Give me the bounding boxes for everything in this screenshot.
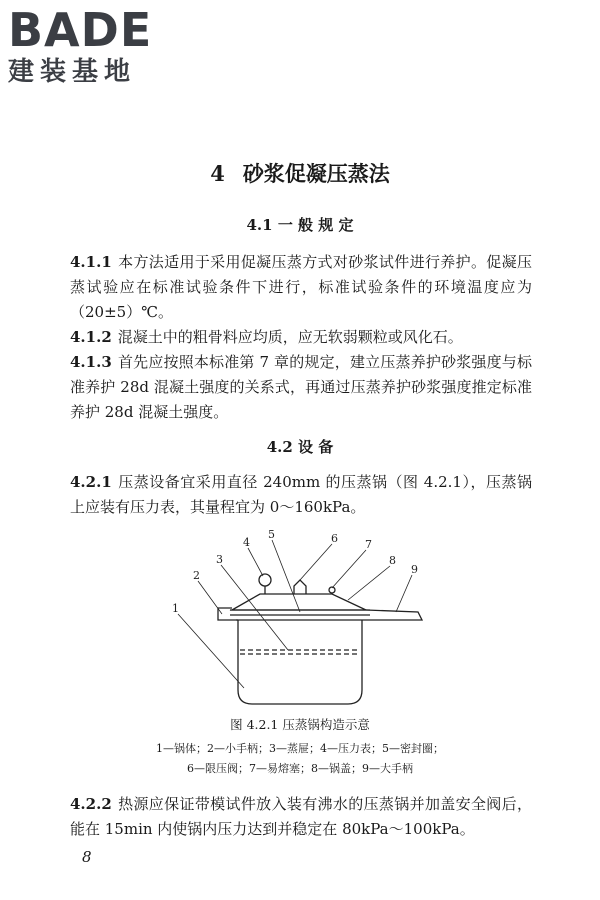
pressure-cooker-diagram (160, 528, 440, 718)
logo-subtitle: 建装基地 (8, 57, 137, 87)
pot-lid (232, 594, 366, 610)
logo-wordmark: BADE (8, 3, 153, 57)
label-8: 8 (389, 554, 396, 567)
section-title-4-2: 4.2 设 备 (266, 438, 334, 456)
label-3: 3 (216, 553, 223, 566)
label-6: 6 (331, 532, 338, 545)
figure-caption: 图 4.2.1 压蒸锅构造示意 (230, 717, 370, 732)
clause-number: 4.1.2 (70, 328, 112, 346)
clause-number: 4.2.1 (70, 473, 112, 491)
clause-text: 热源应保证带模试件放入装有沸水的压蒸锅并加盖安全阀后，能在 15min 内使锅内压力达到并稳定在 80kPa～100kPa。 (70, 795, 532, 838)
big-handle (364, 610, 422, 620)
pressure-cooker-figure (160, 528, 440, 718)
brand-logo (8, 3, 198, 88)
page-number: 8 (82, 848, 92, 866)
clause-4-1-1 (70, 250, 532, 325)
chapter-name: 砂浆促凝压蒸法 (242, 161, 390, 186)
clause-4-1-3 (70, 350, 532, 425)
clause-number: 4.2.2 (70, 795, 112, 813)
clause-text: 本方法适用于采用促凝压蒸方式对砂浆试件进行养护。促凝压蒸试验应在标准试验条件下进行，标准试验条件的环境温度应为（20±5）℃。 (70, 253, 532, 321)
clause-text: 混凝土中的粗骨料应均质，应无软弱颗粒或风化石。 (117, 328, 463, 346)
clause-text: 压蒸设备宜采用直径 240mm 的压蒸锅（图 4.2.1），压蒸锅上应装有压力表，其量程宜为 0～160kPa。 (70, 473, 532, 516)
clause-4-2-2 (70, 792, 532, 842)
section-title-4-1: 4.1 一 般 规 定 (246, 216, 354, 234)
label-9: 9 (411, 563, 418, 576)
chapter-title (0, 158, 600, 188)
clause-number: 4.1.3 (70, 353, 112, 371)
clause-4-1-2 (70, 325, 532, 350)
figure-legend-line-2: 6—限压阀；7—易熔塞；8—锅盖；9—大手柄 (187, 762, 413, 775)
pressure-gauge (259, 574, 271, 586)
pot-body (238, 620, 362, 704)
chapter-number: 4 (210, 161, 225, 186)
figure-legend-line-1: 1—锅体；2—小手柄；3—蒸屉；4—压力表；5—密封圈； (156, 742, 444, 755)
clause-text: 首先应按照本标准第 7 章的规定，建立压蒸养护砂浆强度与标准养护 28d 混凝土强度的关系式，再通过压蒸养护砂浆强度推定标准养护 28d 混凝土强度。 (70, 353, 532, 421)
label-2: 2 (193, 569, 200, 582)
label-4: 4 (243, 536, 250, 549)
label-1: 1 (172, 602, 179, 615)
clause-number: 4.1.1 (70, 253, 112, 271)
label-5: 5 (268, 528, 275, 541)
limit-valve (294, 580, 306, 594)
label-7: 7 (365, 538, 372, 551)
clause-4-2-1 (70, 470, 532, 520)
